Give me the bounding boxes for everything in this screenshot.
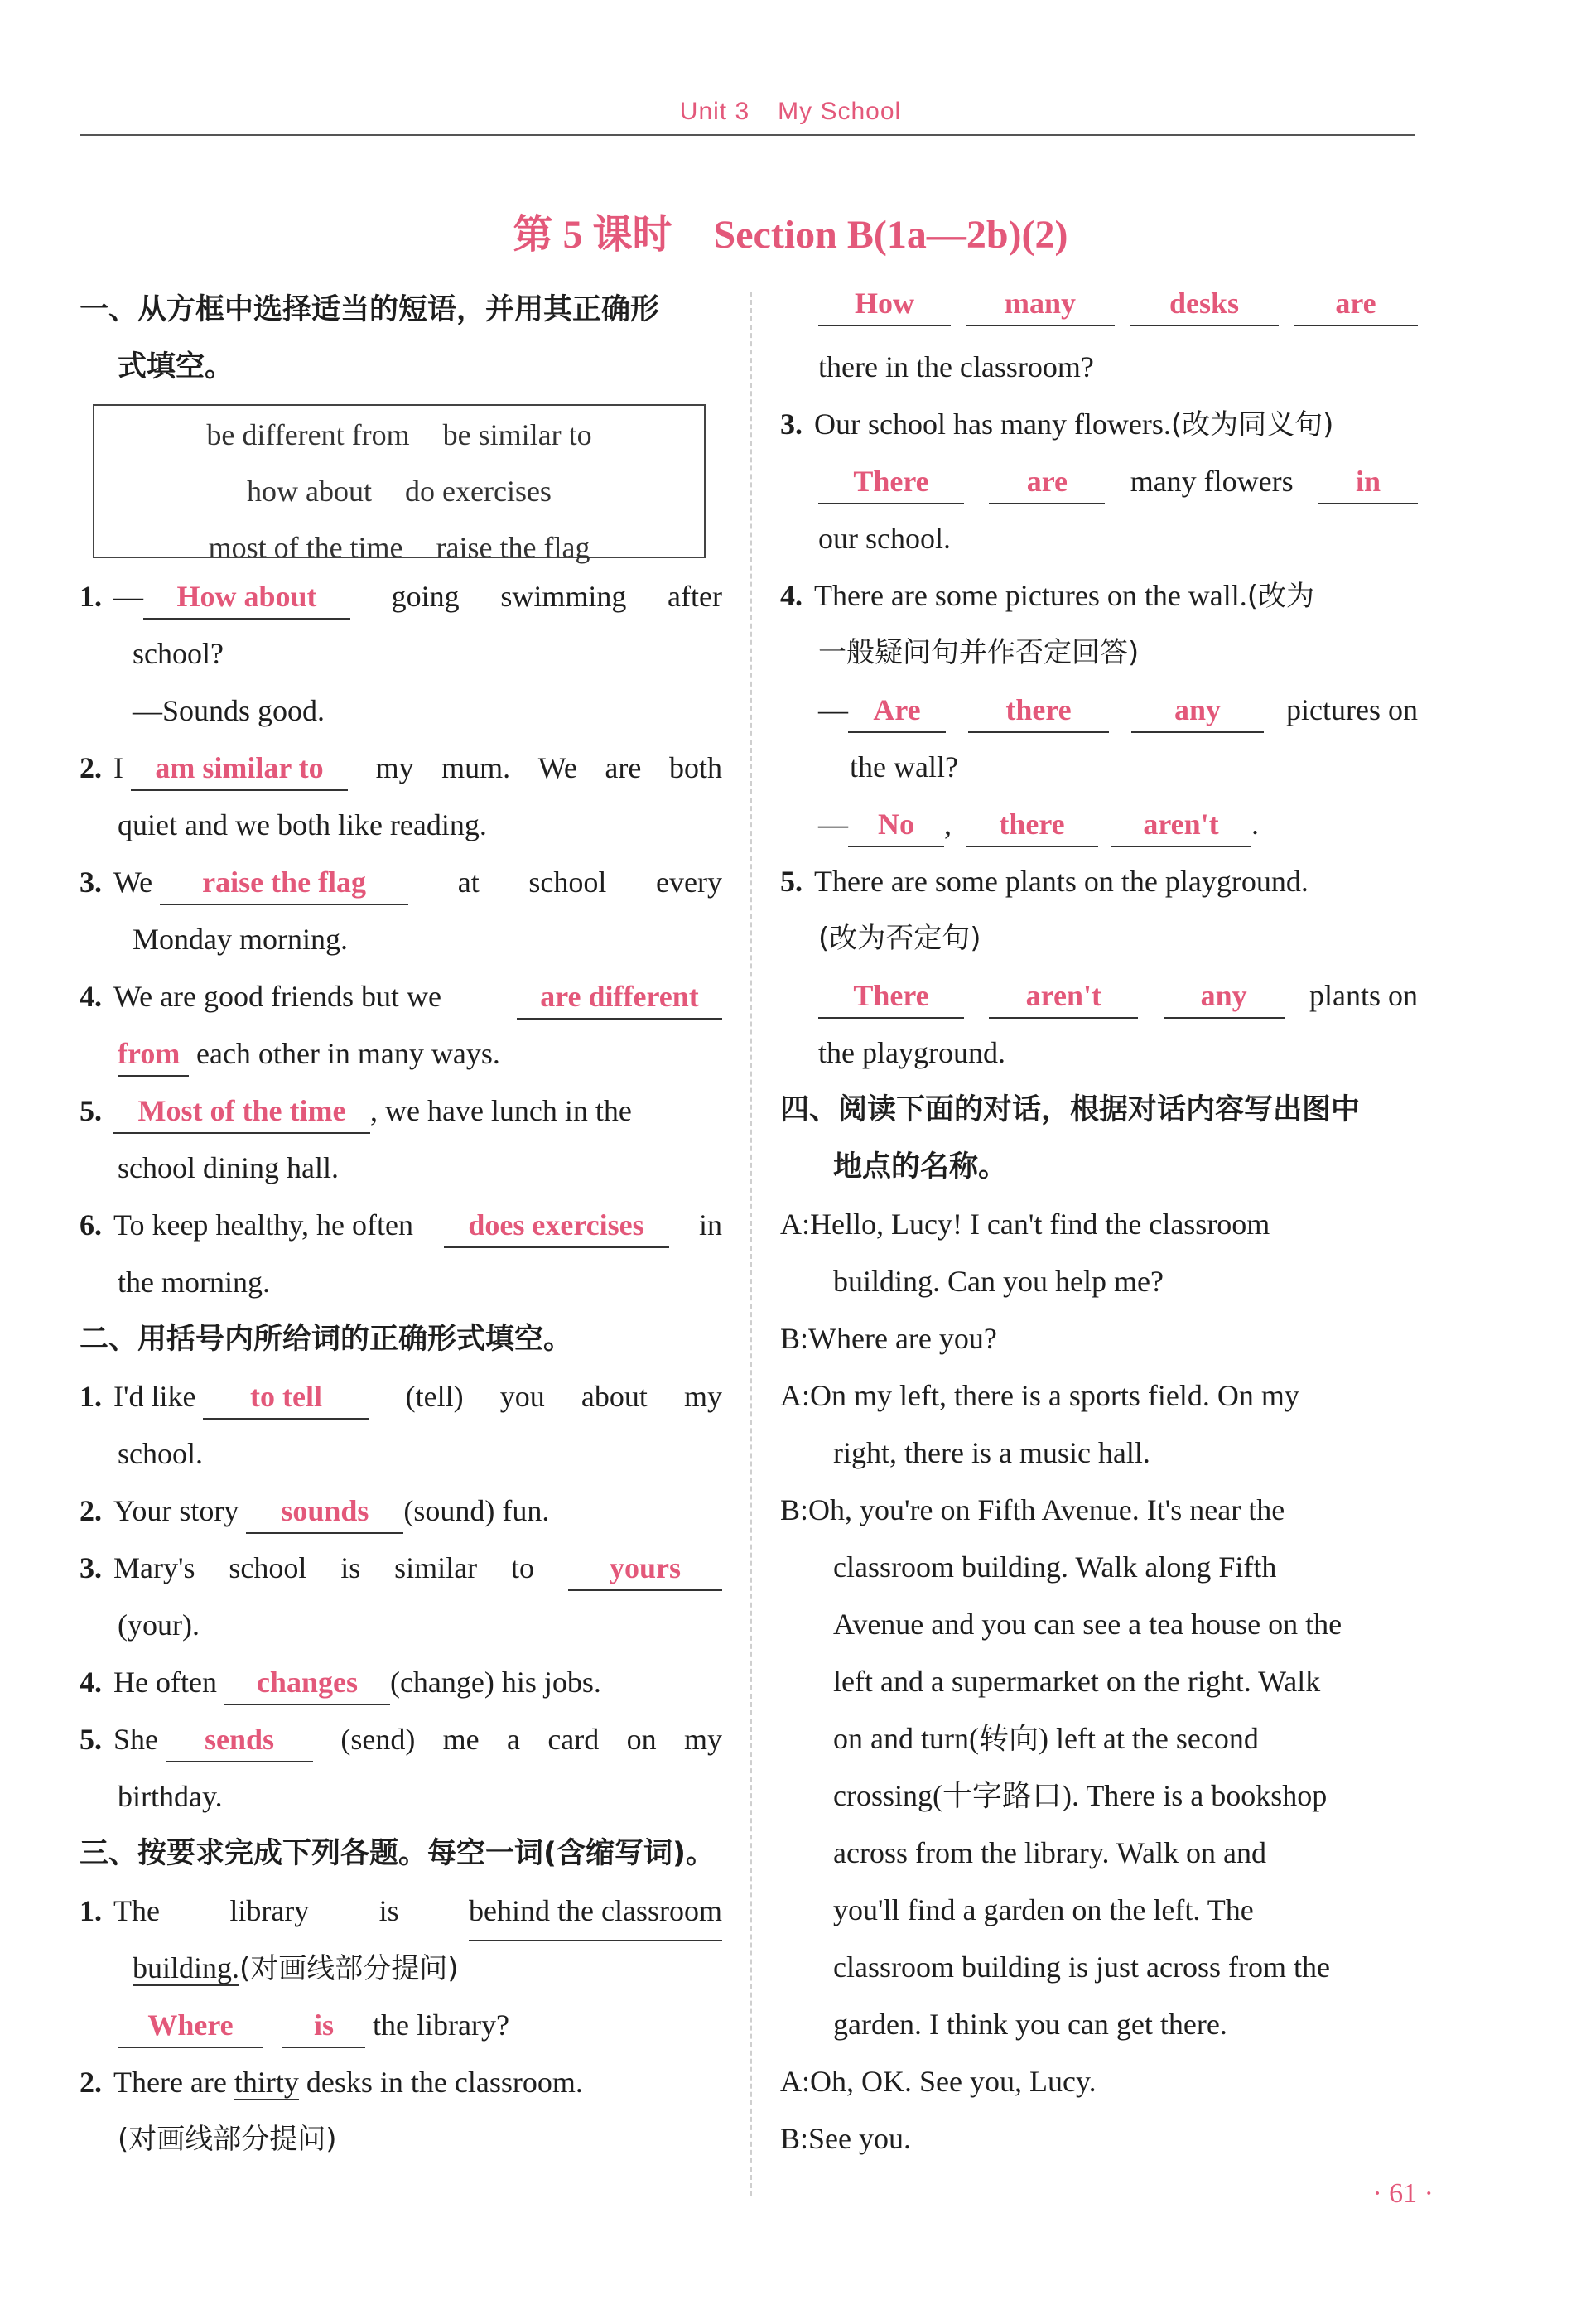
question-number: 1. — [80, 580, 102, 613]
question-3-2-answer-cont: there in the classroom? — [818, 350, 1094, 383]
question-3-3 — [780, 396, 1418, 453]
dialogue-line: classroom building. Walk along Fifth — [833, 1550, 1277, 1584]
sentence-text: He often — [113, 1666, 217, 1699]
question-1-6-cont: the morning. — [118, 1266, 270, 1299]
phrase: how about — [247, 475, 373, 508]
answer-text: sounds — [281, 1494, 369, 1527]
question-1-2-cont: quiet and we both like reading. — [118, 808, 487, 841]
question-2-2 — [80, 1483, 722, 1540]
answer-text: Are — [873, 693, 921, 726]
dialogue-line: Avenue and you can see a tea house on the — [833, 1608, 1342, 1641]
answer-blank — [818, 282, 951, 326]
answer-text: Where — [147, 2008, 234, 2042]
question-number: 2. — [80, 751, 102, 784]
sentence-text: There are — [113, 2066, 227, 2099]
answer-blank — [966, 803, 1098, 847]
part1-heading: 一、从方框中选择适当的短语，并用其正确形 — [80, 293, 660, 326]
phrase-row — [94, 465, 704, 522]
word: on — [626, 1723, 657, 1756]
sentence-text: To keep healthy, he often — [113, 1208, 414, 1242]
dialogue-line: A:Oh, OK. See you, Lucy. — [780, 2065, 1097, 2098]
answer-blank — [1131, 688, 1264, 733]
word: The — [113, 1894, 160, 1927]
answer-text: any — [1200, 979, 1247, 1012]
answer-text: am similar to — [155, 751, 324, 784]
question-1-3-cont: Monday morning. — [133, 923, 348, 956]
answer-blank — [968, 688, 1109, 733]
word: We — [113, 865, 153, 899]
question-number: 2. — [80, 2066, 102, 2099]
lesson-number: 第 5 课时 — [513, 213, 672, 257]
answer-text: is — [313, 2008, 334, 2042]
dialogue-line: across from the library. Walk on and — [833, 1836, 1266, 1869]
question-2-1-cont: school. — [118, 1437, 203, 1470]
question-3-4 — [780, 567, 1418, 624]
question-1-1-reply: —Sounds good. — [133, 694, 325, 727]
part3-heading: 三、按要求完成下列各题。每空一词(含缩写词)。 — [80, 1837, 715, 1870]
underlined-phrase: thirty — [234, 2066, 299, 2099]
phrase: be similar to — [442, 418, 592, 451]
question-1-4 — [80, 968, 722, 1025]
question-number: 4. — [80, 980, 102, 1013]
answer-blank — [1294, 282, 1418, 326]
answer-blank — [143, 575, 350, 620]
answer-blank — [966, 282, 1115, 326]
question-1-3 — [80, 854, 722, 911]
answer-text: are — [1026, 465, 1068, 498]
word: you — [499, 1380, 545, 1413]
answer-blank — [246, 1489, 403, 1534]
dialogue-line: B:See you. — [780, 2122, 911, 2155]
answer-text: many — [1004, 287, 1076, 320]
question-3-4-answer-b: — No , there aren't . — [780, 796, 1418, 853]
question-2-5 — [80, 1711, 722, 1768]
word: card — [547, 1723, 600, 1756]
sentence-text: desks in the classroom. — [306, 2066, 583, 2099]
answer-blank — [1130, 282, 1279, 326]
underlined-phrase: building. — [133, 1951, 240, 1984]
dialogue-line: A:Hello, Lucy! I can't find the classroom — [780, 1208, 1270, 1241]
word: are — [605, 751, 642, 784]
word: me — [442, 1723, 480, 1756]
word: We — [537, 751, 577, 784]
word: She — [113, 1723, 158, 1756]
question-1-1 — [80, 568, 722, 625]
question-number: 5. — [780, 865, 803, 898]
answer-blank — [1318, 460, 1418, 504]
question-number: 3. — [80, 1551, 102, 1584]
lesson-section: Section B(1a—2b)(2) — [713, 213, 1068, 257]
dialogue-line: crossing(十字路口). There is a bookshop — [833, 1779, 1328, 1812]
question-3-5 — [780, 853, 1418, 910]
sentence-text: plants on — [1309, 979, 1418, 1012]
phrase: do exercises — [405, 475, 552, 508]
question-number: 2. — [80, 1494, 102, 1527]
word: at — [457, 865, 480, 899]
answer-blank — [989, 974, 1138, 1019]
word: about — [581, 1380, 648, 1413]
answer-blank — [113, 1089, 370, 1134]
answer-blank — [818, 974, 964, 1019]
question-3-3-cont: our school. — [818, 522, 951, 555]
part1-heading-cont: 式填空。 — [118, 350, 234, 383]
answer-text: There — [853, 979, 929, 1012]
answer-blank — [444, 1203, 669, 1248]
word-hint: (send) — [340, 1723, 416, 1756]
question-3-1-cont — [80, 1940, 722, 1997]
phrase: most of the time — [208, 531, 403, 564]
unit-label: Unit 3 — [679, 98, 750, 125]
question-number: 1. — [80, 1894, 102, 1927]
sentence-text: We are good friends but we — [113, 980, 441, 1013]
word: to — [511, 1551, 535, 1584]
dialogue-line: right, there is a music hall. — [833, 1436, 1150, 1469]
unit-topic: My School — [778, 98, 902, 125]
answer-text: yours — [609, 1551, 681, 1584]
question-2-4 — [80, 1654, 722, 1711]
question-number: 6. — [80, 1208, 102, 1242]
sentence-text: each other in many ways. — [196, 1037, 500, 1070]
question-2-1 — [80, 1368, 722, 1425]
answer-text: raise the flag — [202, 865, 367, 899]
question-3-5-cont: the playground. — [818, 1036, 1005, 1069]
question-number: 3. — [780, 407, 803, 441]
answer-text: How about — [176, 580, 317, 613]
answer-text: are — [1335, 287, 1376, 320]
answer-text: from — [118, 1037, 181, 1070]
dialogue-line: B:Where are you? — [780, 1322, 997, 1355]
question-3-1 — [80, 1883, 722, 1940]
answer-text: sends — [204, 1723, 275, 1756]
page-number: · 61 · — [1372, 2178, 1434, 2209]
answer-blank — [166, 1718, 313, 1762]
dialogue-line: you'll find a garden on the left. The — [833, 1893, 1254, 1926]
dialogue-line: A:On my left, there is a sports field. On my — [780, 1379, 1299, 1412]
left-column — [80, 282, 722, 2168]
word: Mary's — [113, 1551, 195, 1584]
question-number: 4. — [80, 1666, 102, 1699]
part4-heading-cont: 地点的名称。 — [833, 1150, 1008, 1184]
word: swimming — [500, 580, 627, 613]
word: mum. — [441, 751, 511, 784]
question-1-2 — [80, 740, 722, 797]
word: in — [698, 1208, 722, 1242]
word: my — [683, 1380, 722, 1413]
question-2-5-cont: birthday. — [118, 1780, 223, 1813]
answer-blank — [1164, 974, 1285, 1019]
answer-blank — [848, 688, 946, 733]
question-number: 5. — [80, 1094, 102, 1127]
word: both — [668, 751, 722, 784]
running-head — [0, 98, 1581, 126]
lesson-title — [0, 202, 1581, 259]
question-3-4-cont: the wall? — [850, 750, 958, 784]
phrase-box — [93, 404, 706, 564]
sentence-text: (sound) fun. — [403, 1494, 550, 1527]
dialogue-line: garden. I think you can get there. — [833, 2008, 1227, 2041]
answer-blank — [203, 1375, 369, 1420]
question-3-2-note: (对画线部分提问) — [118, 2123, 337, 2156]
word: my — [683, 1723, 722, 1756]
answer-blank — [989, 460, 1105, 504]
instruction-note: (改为 — [1246, 580, 1315, 613]
phrase-row — [94, 409, 704, 465]
dialogue-line: building. Can you help me? — [833, 1265, 1164, 1298]
word: a — [506, 1723, 520, 1756]
answer-text: desks — [1169, 287, 1240, 320]
answer-blank — [118, 2003, 263, 2048]
sentence-text: Your story — [113, 1494, 239, 1527]
answer-text: to tell — [249, 1380, 322, 1413]
instruction-note: (改为同义句) — [1170, 408, 1334, 441]
header-rule — [80, 134, 1415, 136]
answer-blank — [160, 861, 408, 905]
word: my — [375, 751, 414, 784]
question-3-4-note: 一般疑问句并作否定回答) — [818, 636, 1140, 669]
answer-text: there — [999, 808, 1065, 841]
answer-text: aren't — [1143, 808, 1219, 841]
answer-text: changes — [256, 1666, 358, 1699]
question-2-3 — [80, 1540, 722, 1597]
part4-heading: 四、阅读下面的对话，根据对话内容写出图中 — [780, 1093, 1361, 1126]
dialogue-line: B:Oh, you're on Fifth Avenue. It's near the — [780, 1493, 1285, 1526]
answer-blank — [118, 1032, 189, 1077]
answer-text: No — [878, 808, 914, 841]
question-1-5-cont: school dining hall. — [118, 1151, 339, 1184]
word: going — [391, 580, 460, 613]
answer-blank — [517, 975, 722, 1020]
part2-heading: 二、用括号内所给词的正确形式填空。 — [80, 1323, 573, 1356]
word: every — [656, 865, 722, 899]
question-number: 5. — [80, 1723, 102, 1756]
dialogue-line: left and a supermarket on the right. Walk — [833, 1665, 1321, 1698]
question-1-4-cont — [80, 1025, 722, 1082]
answer-text: How — [855, 287, 914, 320]
word: school — [528, 865, 607, 899]
question-3-3-answer — [780, 453, 1418, 510]
answer-text: does exercises — [468, 1208, 644, 1242]
answer-blank — [282, 2003, 365, 2048]
question-1-6 — [80, 1197, 722, 1254]
sentence-text: , we have lunch in the — [370, 1094, 632, 1127]
answer-text: aren't — [1025, 979, 1101, 1012]
sentence-text: There are some pictures on the wall. — [814, 579, 1247, 612]
dialogue-line: classroom building is just across from the — [833, 1950, 1330, 1984]
word-hint: (tell) — [405, 1380, 464, 1413]
sentence-text: There are some plants on the playground. — [814, 865, 1309, 898]
question-3-1-answer — [80, 1997, 722, 2054]
answer-blank — [848, 803, 944, 847]
question-3-2 — [80, 2054, 722, 2111]
word: school — [229, 1551, 307, 1584]
sentence-text: pictures on — [1286, 693, 1418, 726]
instruction-note: (对画线部分提问) — [239, 1952, 459, 1985]
word: after — [668, 580, 722, 613]
question-1-5 — [80, 1082, 722, 1140]
answer-blank — [1111, 803, 1251, 847]
sentence-text: many flowers — [1130, 465, 1294, 498]
answer-blank — [131, 746, 348, 791]
word: I — [113, 751, 123, 784]
question-number: 4. — [780, 579, 803, 612]
answer-text: there — [1005, 693, 1072, 726]
word: is — [340, 1551, 361, 1584]
answer-text: There — [853, 465, 929, 498]
answer-text: in — [1355, 465, 1381, 498]
answer-text: Most of the time — [137, 1094, 346, 1127]
answer-blank — [568, 1546, 722, 1591]
question-3-5-answer — [780, 967, 1418, 1025]
question-3-2-answer — [780, 282, 1418, 339]
sentence-text: (change) his jobs. — [389, 1666, 601, 1699]
word: library — [229, 1894, 310, 1927]
column-divider — [750, 292, 752, 2196]
dialogue-line: on and turn(转向) left at the second — [833, 1722, 1259, 1755]
question-1-1-cont: school? — [133, 637, 224, 670]
question-3-5-note: (改为否定句) — [818, 922, 981, 955]
answer-text: any — [1174, 693, 1222, 726]
right-column — [780, 282, 1418, 2167]
sentence-text: I'd like — [113, 1380, 196, 1413]
answer-blank — [818, 460, 964, 504]
underlined-phrase: behind the classroom — [469, 1883, 722, 1941]
answer-text: are different — [540, 980, 699, 1013]
question-2-3-cont: (your). — [118, 1608, 200, 1642]
phrase: raise the flag — [436, 531, 590, 564]
sentence-text: Our school has many flowers. — [814, 407, 1171, 441]
question-number: 3. — [80, 865, 102, 899]
word: similar — [394, 1551, 478, 1584]
question-3-4-answer: — Are there any pictures on — [780, 682, 1418, 739]
sentence-text: the library? — [373, 2008, 509, 2042]
question-number: 1. — [80, 1380, 102, 1413]
word: is — [378, 1894, 399, 1927]
phrase: be different from — [206, 418, 410, 451]
dialogue-dash: — — [113, 580, 143, 613]
answer-blank — [224, 1661, 390, 1705]
